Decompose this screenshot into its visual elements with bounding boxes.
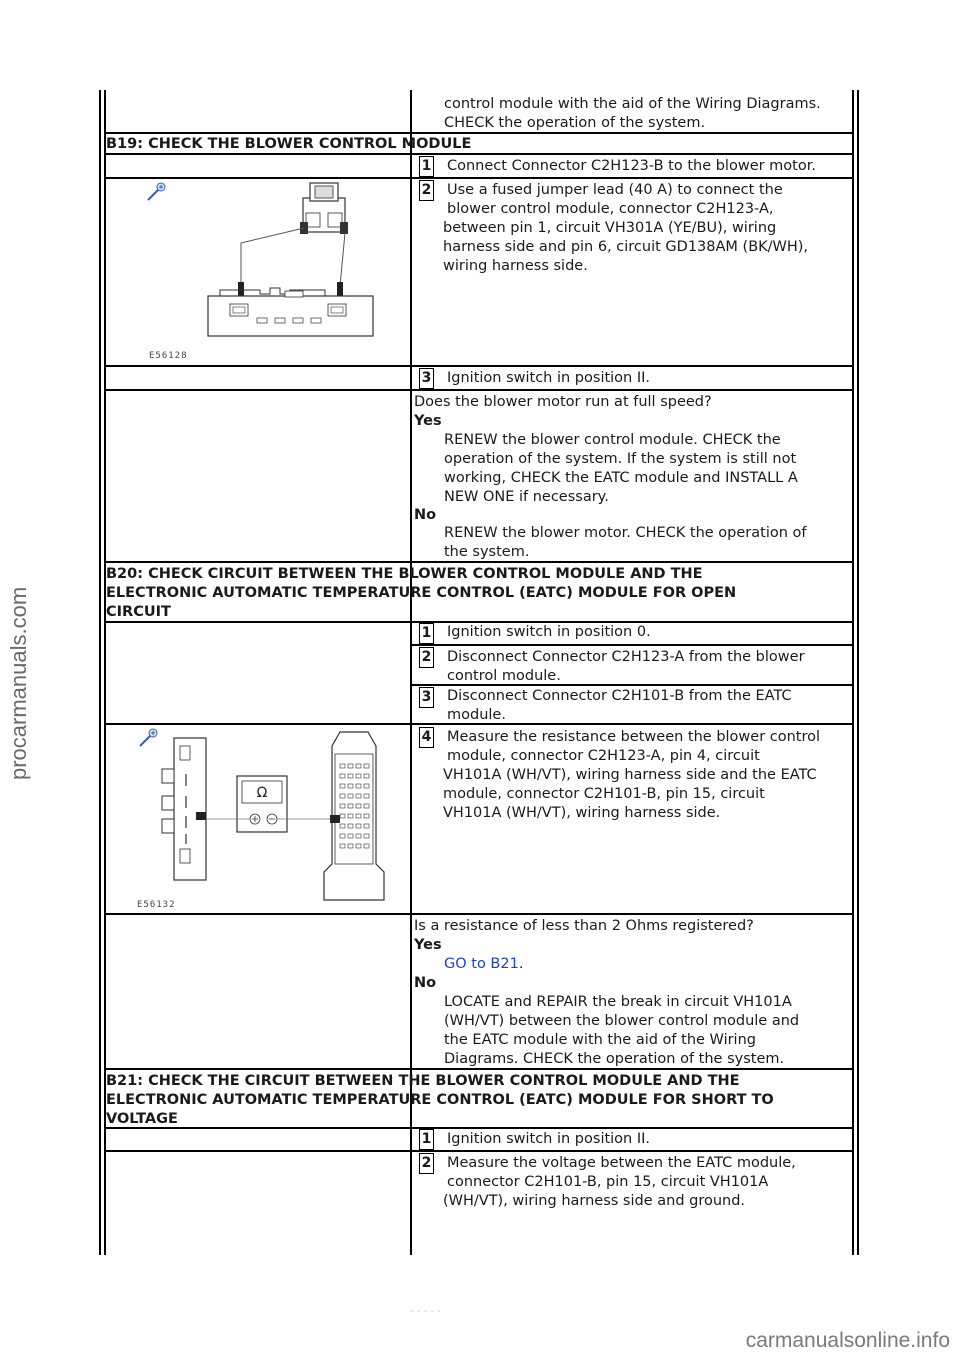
- side-watermark: procarmanuals.com: [6, 586, 31, 780]
- row-divider: [104, 365, 854, 367]
- step-number: 2: [419, 180, 434, 201]
- step-text-line: Disconnect Connector C2H123-A from the blower: [447, 649, 805, 665]
- question-text: Is a resistance of less than 2 Ohms registered?: [414, 918, 754, 934]
- step-text-line: harness side and pin 6, circuit GD138AM (BK/WH),: [443, 239, 809, 255]
- no-action-line: LOCATE and REPAIR the break in circuit VH101A: [444, 994, 792, 1010]
- step-text-line: Use a fused jumper lead (40 A) to connect the: [447, 182, 783, 198]
- yes-action-line: RENEW the blower control module. CHECK the: [444, 432, 781, 448]
- step-number: 1: [419, 156, 434, 177]
- heading-line: CIRCUIT: [106, 604, 171, 620]
- page-right-border: [857, 90, 859, 1255]
- bottom-watermark: carmanualsonline.info: [745, 1329, 950, 1352]
- step-text-line: module, connector C2H101-B, pin 15, circuit: [443, 786, 765, 802]
- step-text-line: (WH/VT), wiring harness side and ground.: [443, 1193, 746, 1209]
- heading-line: B20: CHECK CIRCUIT BETWEEN THE BLOWER CONTROL MODULE AND THE: [106, 566, 703, 582]
- wiring-diagram-figure: [200, 178, 380, 348]
- no-action: [444, 993, 850, 1069]
- step-text-line: Measure the voltage between the EATC module,: [447, 1155, 796, 1171]
- step-number: 2: [419, 1153, 434, 1174]
- step-text-line: Disconnect Connector C2H101-B from the EATC: [447, 688, 792, 704]
- row-divider: [410, 644, 854, 646]
- row-divider: [104, 389, 854, 391]
- step-text: [443, 728, 852, 823]
- step-text-line: VH101A (WH/VT), wiring harness side.: [443, 805, 721, 821]
- no-label: No: [414, 975, 437, 991]
- resistance-measurement-figure: [140, 724, 390, 909]
- intro-line: control module with the aid of the Wiring Diagrams.: [444, 96, 821, 112]
- step-text-line: module, connector C2H123-A, pin 4, circuit: [447, 748, 760, 764]
- zoom-icon[interactable]: [146, 181, 168, 203]
- figure-code: E56128: [149, 351, 188, 361]
- yes-action: [444, 431, 850, 507]
- section-heading-b20: [106, 565, 846, 622]
- yes-label: Yes: [414, 937, 442, 953]
- yes-action-line: working, CHECK the EATC module and INSTALL A: [444, 470, 798, 486]
- question-text: Does the blower motor run at full speed?: [414, 394, 712, 410]
- step-number: 3: [419, 368, 434, 389]
- table-right-border: [852, 90, 854, 1255]
- step-text-line: connector C2H101-B, pin 15, circuit VH101A: [447, 1174, 769, 1190]
- step-text-line: blower control module, connector C2H123-A,: [447, 201, 774, 217]
- no-action-line: the EATC module with the aid of the Wiring: [444, 1032, 756, 1048]
- step-text: [443, 181, 852, 276]
- yes-label: Yes: [414, 413, 442, 429]
- step-text-line: between pin 1, circuit VH301A (YE/BU), wiring: [443, 220, 777, 236]
- ohm-symbol: Ω: [256, 785, 268, 801]
- row-divider: [104, 1150, 854, 1152]
- go-to-b21-link[interactable]: GO to B21: [444, 956, 519, 972]
- page-left-border: [99, 90, 101, 1255]
- heading-line: B21: CHECK THE CIRCUIT BETWEEN THE BLOWER CONTROL MODULE AND THE: [106, 1073, 740, 1089]
- row-divider: [104, 913, 854, 915]
- step-text: Ignition switch in position 0.: [447, 624, 651, 640]
- step-number: 1: [419, 623, 434, 644]
- no-action-line: the system.: [444, 544, 530, 560]
- step-number: 1: [419, 1129, 434, 1150]
- step-text: Ignition switch in position II.: [447, 370, 651, 386]
- heading-line: VOLTAGE: [106, 1111, 178, 1127]
- step-number: 2: [419, 647, 434, 668]
- no-action-line: (WH/VT) between the blower control module and: [444, 1013, 800, 1029]
- step-text: [447, 687, 852, 725]
- yes-action-line: operation of the system. If the system is still not: [444, 451, 797, 467]
- figure-code: E56132: [137, 900, 176, 910]
- heading-line: ELECTRONIC AUTOMATIC TEMPERATURE CONTROL (EATC) MODULE FOR SHORT TO: [106, 1092, 774, 1108]
- step-text-line: module.: [447, 707, 506, 723]
- step-text: [447, 648, 852, 686]
- yes-action-punct: .: [518, 956, 524, 972]
- section-heading-b21: [106, 1072, 846, 1129]
- no-action: [444, 524, 850, 562]
- step-text: Ignition switch in position II.: [447, 1131, 651, 1147]
- heading-line: ELECTRONIC AUTOMATIC TEMPERATURE CONTROL (EATC) MODULE FOR OPEN: [106, 585, 737, 601]
- step-text-line: Measure the resistance between the blower control: [447, 729, 821, 745]
- no-action-line: RENEW the blower motor. CHECK the operation of: [444, 525, 807, 541]
- yes-action-line: NEW ONE if necessary.: [444, 489, 609, 505]
- intro-line: CHECK the operation of the system.: [444, 115, 706, 131]
- step-number: 4: [419, 727, 434, 748]
- step-text: [443, 1154, 852, 1211]
- step-text: Connect Connector C2H123-B to the blower motor.: [447, 158, 816, 174]
- step-text-line: wiring harness side.: [443, 258, 588, 274]
- yes-action: [444, 955, 850, 974]
- page-footer: - - - - -: [410, 1306, 441, 1317]
- step-text-line: VH101A (WH/VT), wiring harness side and the EATC: [443, 767, 817, 783]
- step-text-line: control module.: [447, 668, 561, 684]
- section-heading-b19: B19: CHECK THE BLOWER CONTROL MODULE: [106, 136, 472, 152]
- step-number: 3: [419, 687, 434, 708]
- no-label: No: [414, 507, 437, 523]
- no-action-line: Diagrams. CHECK the operation of the system.: [444, 1051, 785, 1067]
